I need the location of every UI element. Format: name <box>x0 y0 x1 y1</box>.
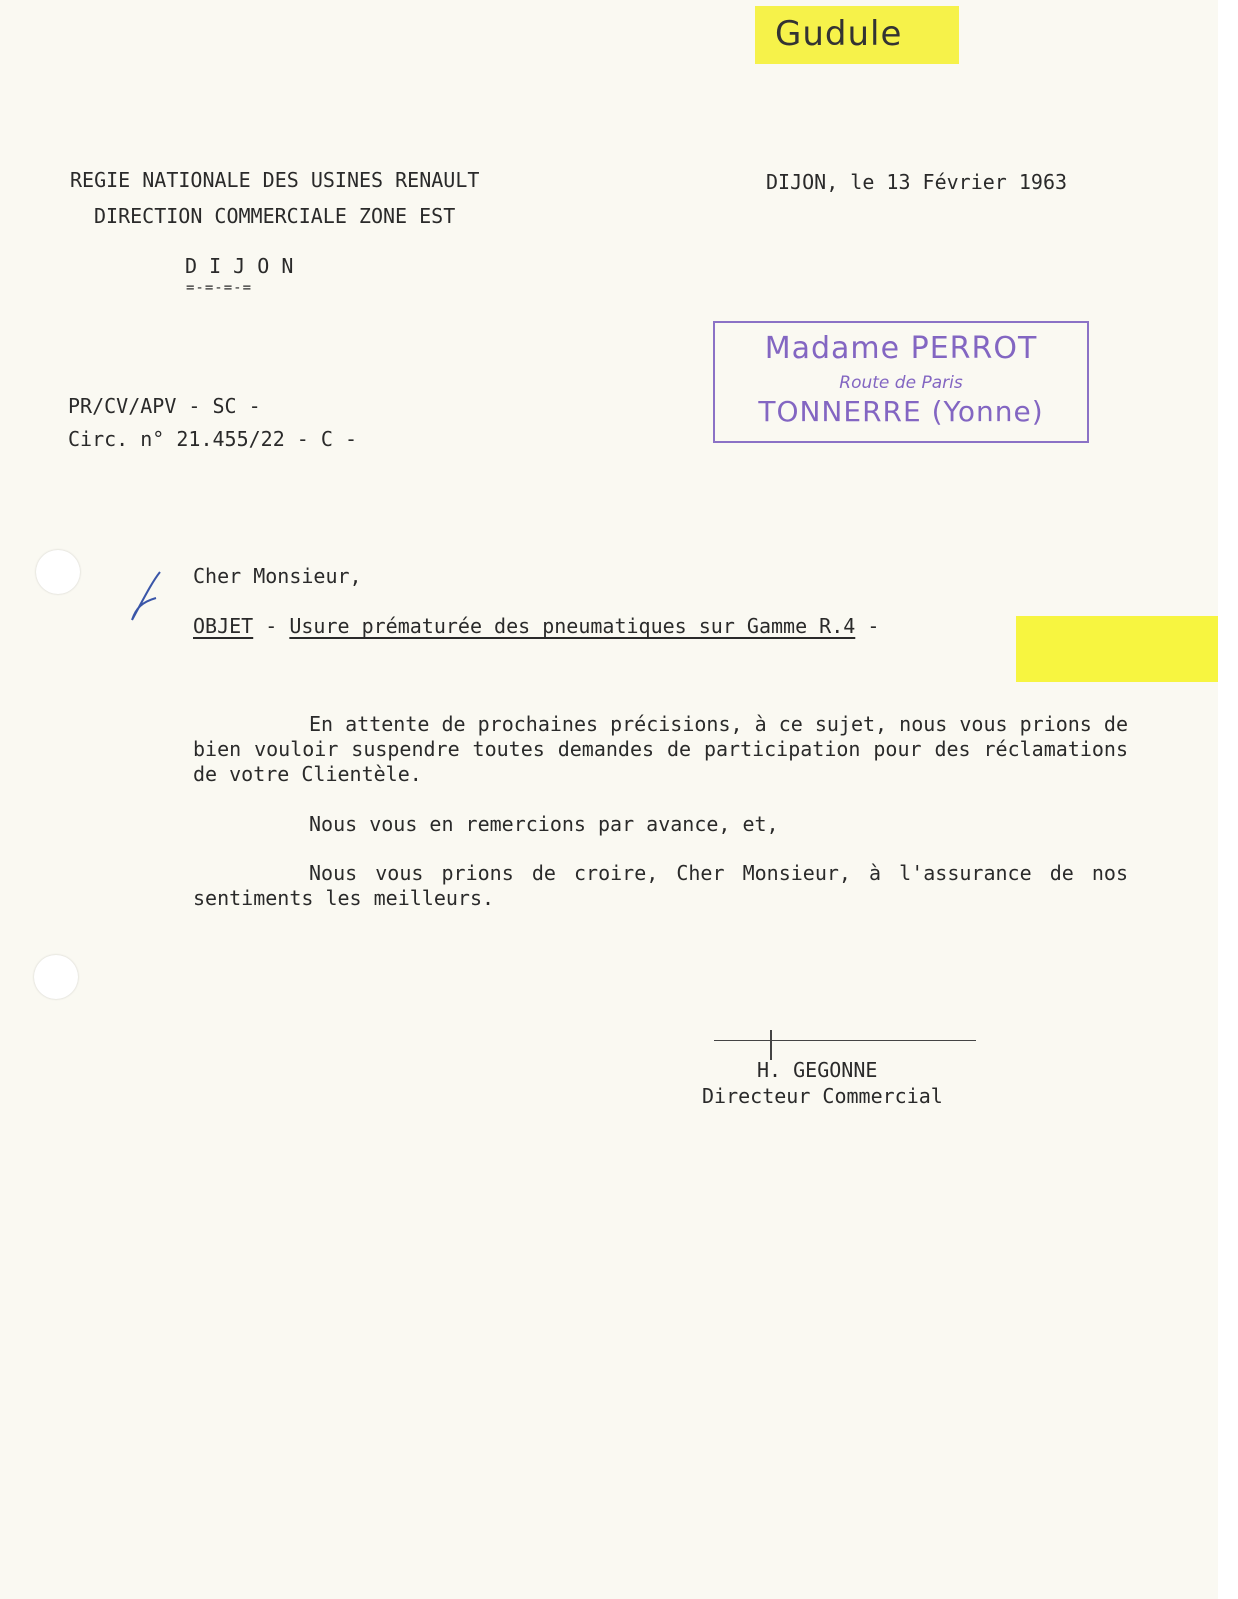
stamp-street: Route de Paris <box>839 373 963 393</box>
subject-text: Usure prématurée des pneumatiques sur Gamme R.4 <box>289 614 856 638</box>
signature-strike <box>714 1040 976 1041</box>
body-paragraph-1: En attente de prochaines précisions, à ce sujet, nous vous prions de bien vouloir suspendre toutes demandes de participation pour des réclamations de votre Clientèle. <box>193 712 1128 786</box>
subject-line <box>193 614 879 638</box>
subject-end: - <box>855 614 880 638</box>
stamp-name: Madame PERROT <box>764 331 1038 366</box>
letterhead-underline: =-=-=-= <box>186 280 253 296</box>
highlighter-mark <box>1016 616 1218 682</box>
letterhead-city: D I J O N <box>185 254 294 278</box>
signatory-title: Directeur Commercial <box>702 1084 943 1108</box>
punch-hole-top <box>36 550 80 594</box>
sticky-note <box>755 6 959 64</box>
subject-separator: - <box>253 614 290 638</box>
letter-date: DIJON, le 13 Février 1963 <box>766 170 1068 194</box>
pen-check-mark <box>126 568 166 624</box>
salutation: Cher Monsieur, <box>193 564 362 588</box>
subject-label: OBJET <box>193 614 254 638</box>
reference-line-2: Circ. n° 21.455/22 - C - <box>68 427 357 451</box>
signature-scribble <box>770 1030 772 1060</box>
letterhead-company: REGIE NATIONALE DES USINES RENAULT <box>70 168 480 192</box>
reference-line-1: PR/CV/APV - SC - <box>68 394 261 418</box>
address-stamp <box>713 321 1089 443</box>
body-paragraph-3: Nous vous prions de croire, Cher Monsieur, à l'assurance de nos sentiments les meilleurs. <box>193 861 1128 910</box>
letterhead-department: DIRECTION COMMERCIALE ZONE EST <box>94 204 456 228</box>
body-paragraph-2: Nous vous en remercions par avance, et, <box>309 812 779 836</box>
stamp-town: TONNERRE (Yonne) <box>758 395 1044 428</box>
sticky-note-text: Gudule <box>775 14 903 54</box>
signatory-name: H. GEGONNE <box>757 1058 878 1082</box>
punch-hole-bottom <box>34 955 78 999</box>
